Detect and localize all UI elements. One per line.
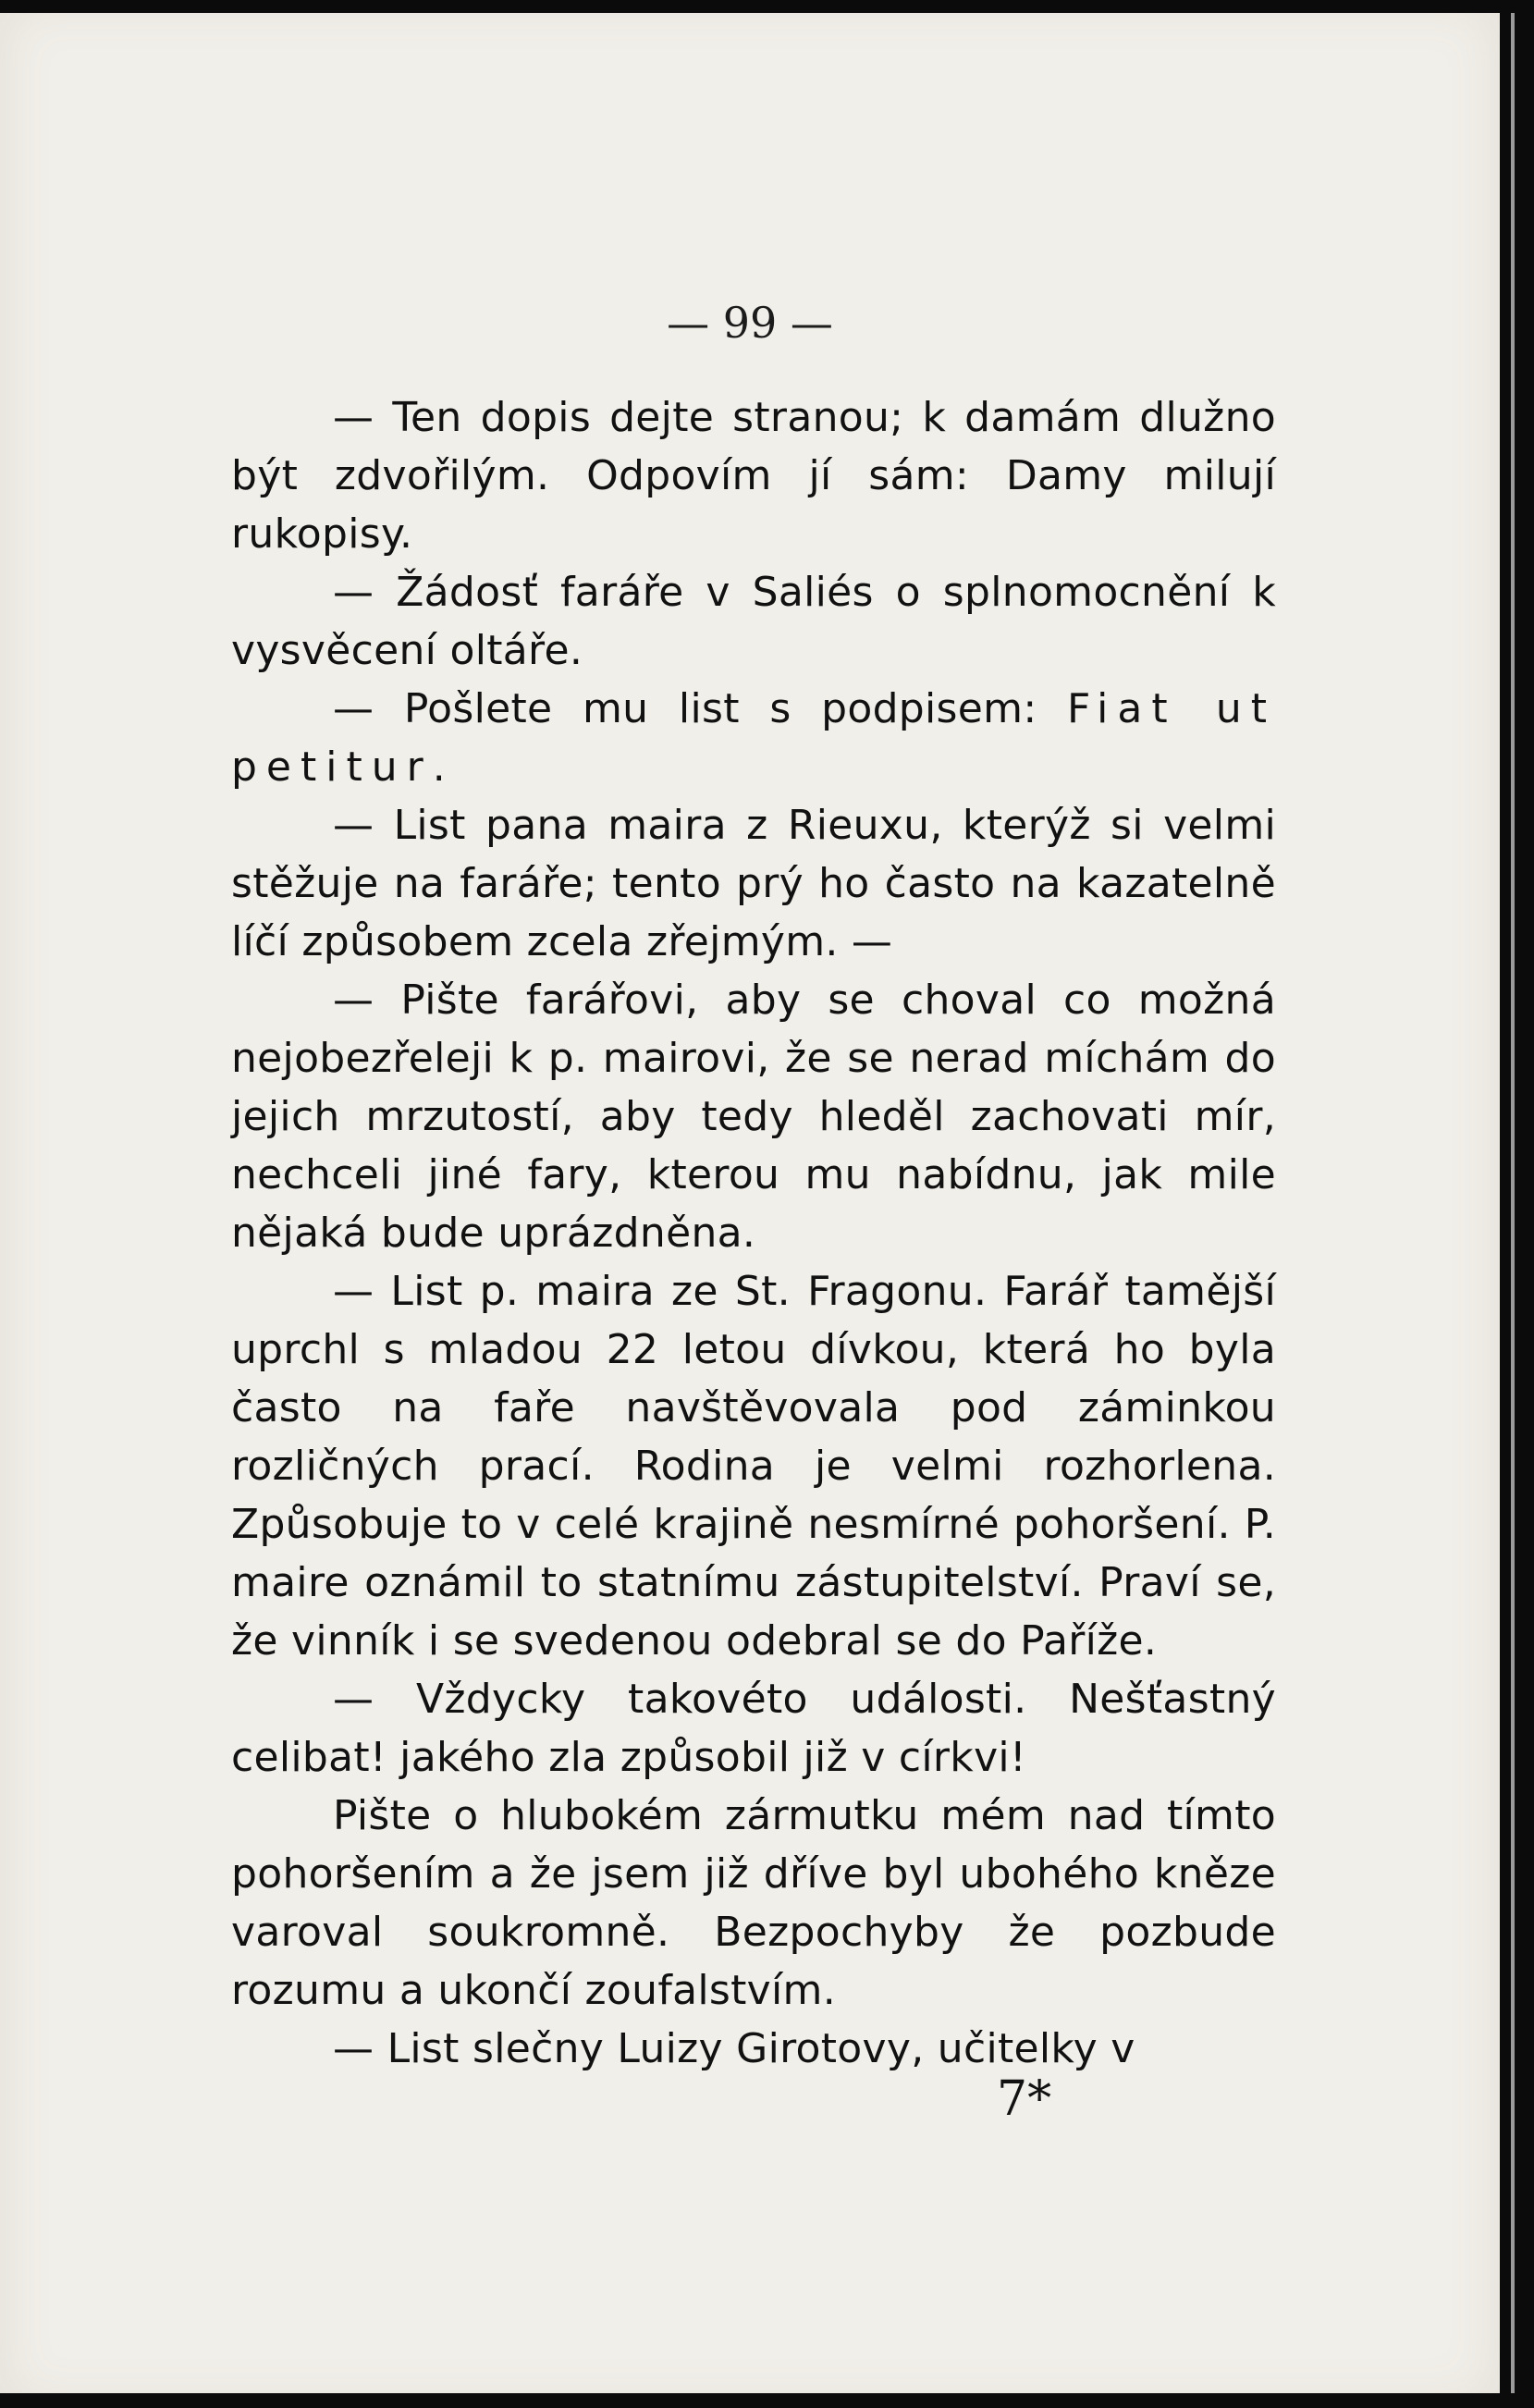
- scan-border-line: [1511, 0, 1515, 2408]
- body-text: [231, 388, 1276, 2078]
- paragraph-6: — List p. maira ze St. Fragonu. Farář tamější uprchl s mladou 22 letou dívkou, která ho byla často na faře navštěvovala pod záminkou rozličných prací. Rodina je velmi rozhorlena. Způsobuje to v celé krajině nesmírné pohoršení. P. maire oznámil to statnímu zástupitelství. Praví se, že vinník i se svedenou odebral se do Paříže.: [231, 1268, 1276, 1665]
- latin-phrase: Fiat ut petitur: [231, 685, 1276, 791]
- paragraph-3-lead: — Pošlete mu list s podpisem:: [333, 685, 1068, 732]
- printer-signature-mark: 7*: [997, 2071, 1052, 2127]
- paragraph-8: Pište o hlubokém zármutku mém nad tímto pohoršením a že jsem již dříve byl ubohého kněze varoval soukromně. Bezpochyby že pozbude rozumu a ukončí zoufalstvím.: [231, 1792, 1276, 2014]
- paragraph-7: — Vždycky takovéto události. Nešťastný celibat! jakého zla způsobil již v církvi!: [231, 1676, 1276, 1781]
- paragraph-1: — Ten dopis dejte stranou; k damám dlužno být zdvořilým. Odpovím jí sám: Damy milují rukopisy.: [231, 394, 1276, 558]
- paragraph-9: — List slečny Luizy Girotovy, učitelky v: [333, 2025, 1135, 2072]
- scan-border-bottom: [0, 2393, 1534, 2408]
- paragraph-5: — Pište farářovi, aby se choval co možná nejobezřeleji k p. mairovi, že se nerad míchám do jejich mrzutostí, aby tedy hleděl zachovati mír, nechceli jiné fary, kterou mu nabídnu, jak mile nějaká bude uprázdněna.: [231, 977, 1276, 1257]
- paragraph-3-end: .: [432, 743, 447, 791]
- paragraph-4: — List pana maira z Rieuxu, kterýž si velmi stěžuje na faráře; tento prý ho často na kazatelně líčí způsobem zcela zřejmým. —: [231, 802, 1276, 965]
- page-number: — 99 —: [667, 298, 833, 348]
- paragraph-3: [231, 680, 1276, 796]
- paragraph-2: — Žádosť faráře v Saliés o splnomocnění k vysvěcení oltáře.: [231, 569, 1276, 674]
- scan-border-right: [1500, 0, 1534, 2408]
- scan-border-top: [0, 0, 1534, 13]
